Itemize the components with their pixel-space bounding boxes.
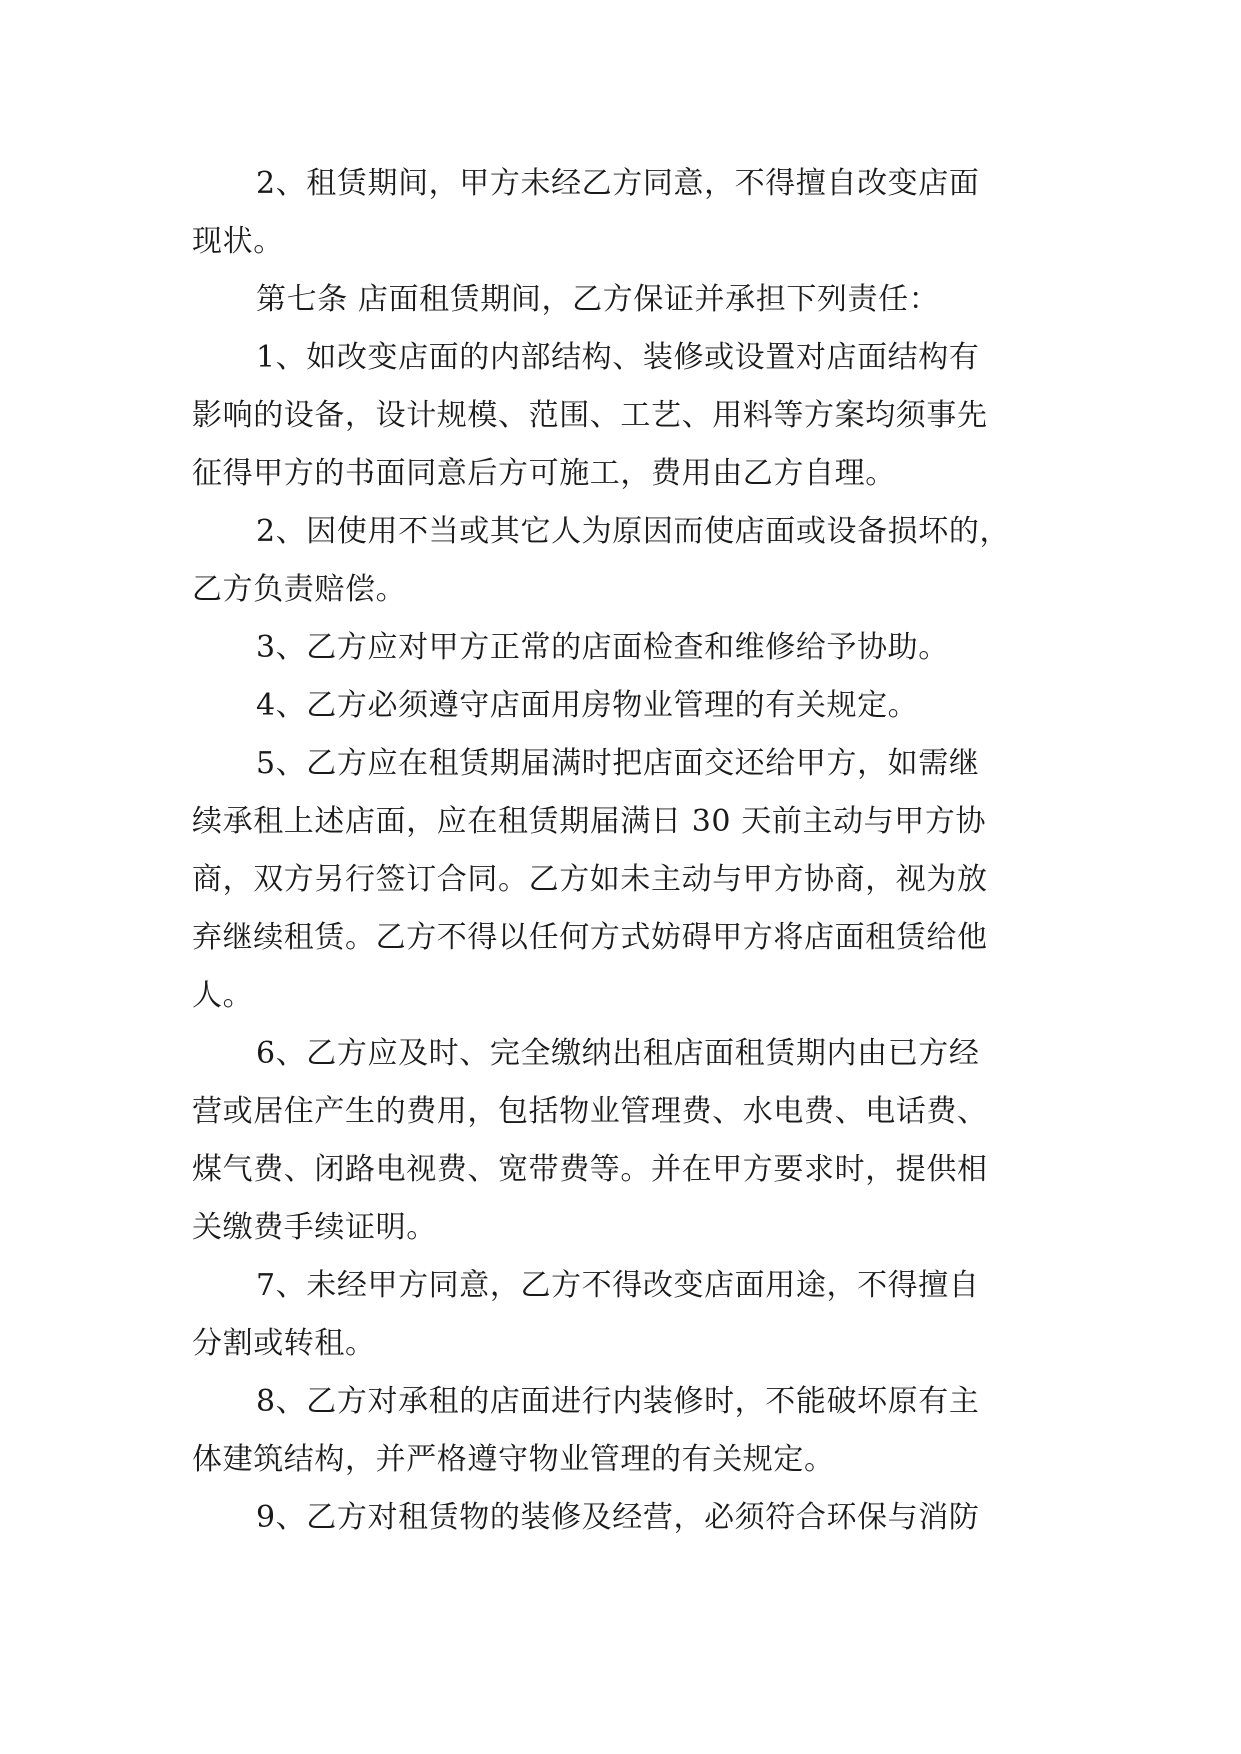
- text-line: 体建筑结构，并严格遵守物业管理的有关规定。: [192, 1442, 835, 1477]
- text-line: 7、未经甲方同意，乙方不得改变店面用途，不得擅自: [256, 1268, 980, 1303]
- text-line: 影响的设备，设计规模、范围、工艺、用料等方案均须事先: [192, 398, 988, 433]
- text-line: 续承租上述店面，应在租赁期届满日 30 天前主动与甲方协: [192, 804, 987, 839]
- text-line: 5、乙方应在租赁期届满时把店面交还给甲方，如需继: [256, 746, 980, 781]
- text-line: 2、租赁期间，甲方未经乙方同意，不得擅自改变店面: [256, 166, 980, 201]
- text-line: 关缴费手续证明。: [192, 1210, 437, 1245]
- text-line: 现状。: [192, 224, 284, 259]
- text-line: 4、乙方必须遵守店面用房物业管理的有关规定。: [256, 688, 919, 723]
- text-line: 营或居住产生的费用，包括物业管理费、水电费、电话费、: [192, 1094, 988, 1129]
- text-line: 9、乙方对租赁物的装修及经营，必须符合环保与消防: [256, 1500, 980, 1535]
- text-line: 弃继续租赁。乙方不得以任何方式妨碍甲方将店面租赁给他: [192, 920, 988, 955]
- text-line: 3、乙方应对甲方正常的店面检查和维修给予协助。: [256, 630, 949, 665]
- text-line: 乙方负责赔偿。: [192, 572, 407, 607]
- text-line: 1、如改变店面的内部结构、装修或设置对店面结构有: [256, 340, 980, 375]
- text-line: 6、乙方应及时、完全缴纳出租店面租赁期内由已方经: [256, 1036, 980, 1071]
- text-line: 征得甲方的书面同意后方可施工，费用由乙方自理。: [192, 456, 896, 491]
- text-line: 分割或转租。: [192, 1326, 376, 1361]
- text-line: 2、因使用不当或其它人为原因而使店面或设备损坏的，: [256, 514, 1011, 549]
- text-line: 第七条 店面租赁期间，乙方保证并承担下列责任：: [256, 282, 940, 317]
- text-line: 商，双方另行签订合同。乙方如未主动与甲方协商，视为放: [192, 862, 988, 897]
- text-line: 8、乙方对承租的店面进行内装修时，不能破坏原有主: [256, 1384, 980, 1419]
- text-line: 煤气费、闭路电视费、宽带费等。并在甲方要求时，提供相: [192, 1152, 988, 1187]
- text-line: 人。: [192, 978, 254, 1013]
